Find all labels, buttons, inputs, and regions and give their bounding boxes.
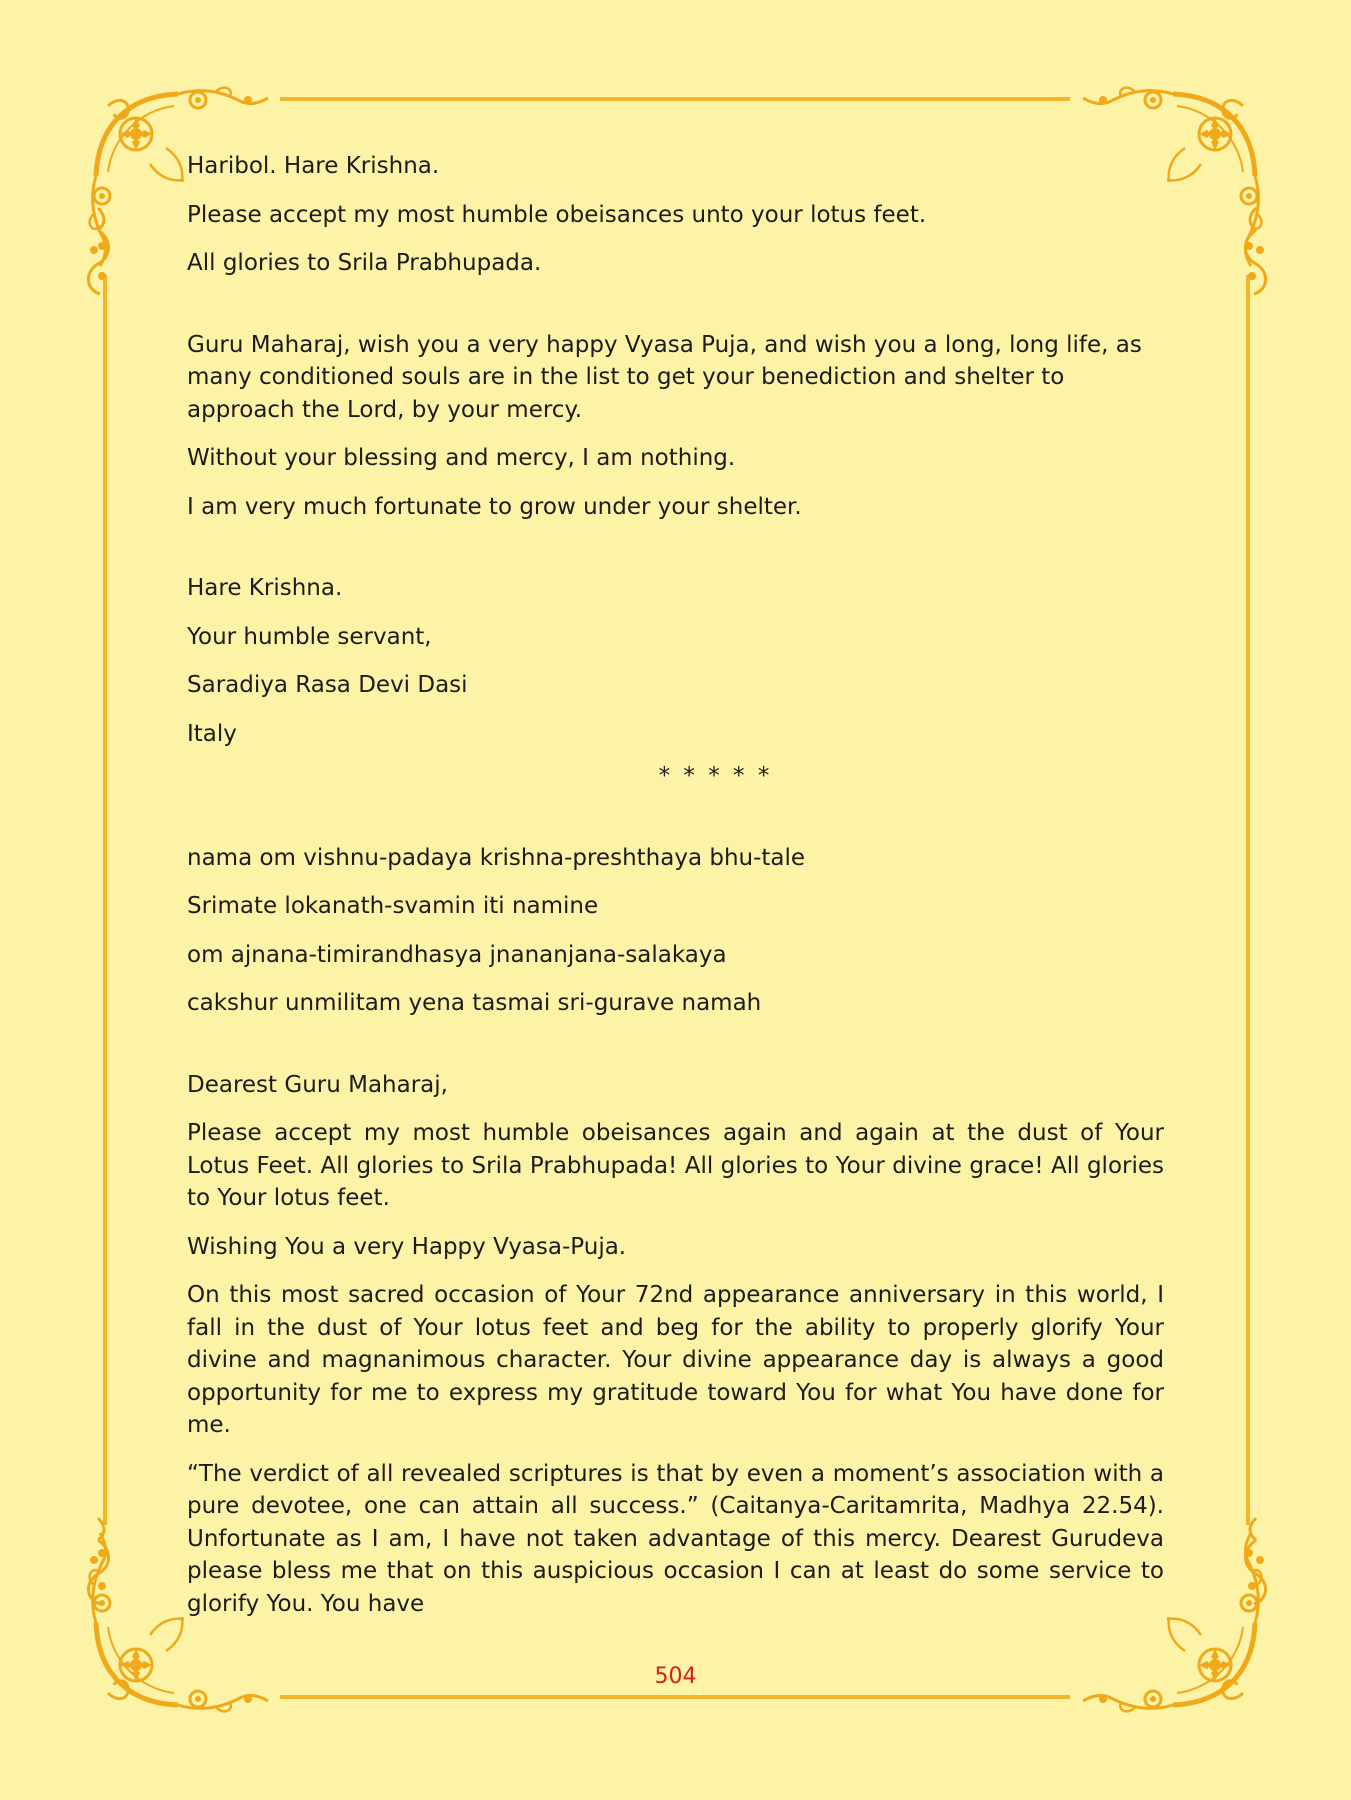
letter2-paragraph-3: On this most sacred occasion of Your 72nd appearance anniversary in this world, I fall in the dust of Your lotus feet and beg for the ability to properly glorify Your divine and magnanimous character. Your divine appearance day is always a good opportunity for me to express my gratitude toward You for what You have done for me. [187,1282,1164,1438]
letter1-closing: Hare Krishna. [187,575,343,601]
letter2-salutation: Dearest Guru Maharaj, [187,1071,448,1098]
letter1-servant: Your humble servant, [187,623,432,650]
prayer-line-4: cakshur unmilitam yena tasmai sri-gurave namah [187,990,762,1016]
letter1-signature-name: Saradiya Rasa Devi Dasi [187,672,468,698]
page-number: 504 [654,1664,697,1689]
page-body [187,150,1164,1620]
prayer-line-3: om ajnana-timirandhasya jnananjana-salakaya [187,941,727,968]
letter1-glories: All glories to Srila Prabhupada. [187,250,542,276]
prayer-line-1: nama om vishnu-padaya krishna-preshthaya bhu-tale [187,844,806,871]
letter1-country: Italy [187,720,237,747]
letter1-wish: Guru Maharaj, wish you a very happy Vyasa Puja, and wish you a long, long life, as many conditioned souls are in the list to get your benediction and shelter to approach the Lord, by your mercy. [187,331,1142,423]
prayer-line-2: Srimate lokanath-svamin iti namine [187,893,599,919]
letter2-paragraph-1: Please accept my most humble obeisances again and again at the dust of Your Lotus Feet. All glories to Srila Prabhupada! All glories to Your divine grace! All glories to Your lotus feet. [187,1120,1164,1211]
section-separator: * * * * * [658,763,773,789]
letter1-fortunate: I am very much fortunate to grow under your shelter. [187,493,802,520]
letter2-paragraph-2: Wishing You a very Happy Vyasa-Puja. [187,1233,627,1260]
letter1-nothing: Without your blessing and mercy, I am nothing. [187,445,736,471]
letter2-paragraph-4: “The verdict of all revealed scriptures is that by even a moment’s association with a pure devotee, one can attain all success.” (Caitanya-Caritamrita, Madhya 22.54). Unfortunate as I am, I have not taken advantage of this mercy. Dearest Gurudeva please bless me that on this auspicious occasion I can at least do some service to glorify You. You have [187,1460,1164,1617]
letter1-greeting: Haribol. Hare Krishna. [187,153,440,179]
letter1-obeisances: Please accept my most humble obeisances unto your lotus feet. [187,201,927,228]
